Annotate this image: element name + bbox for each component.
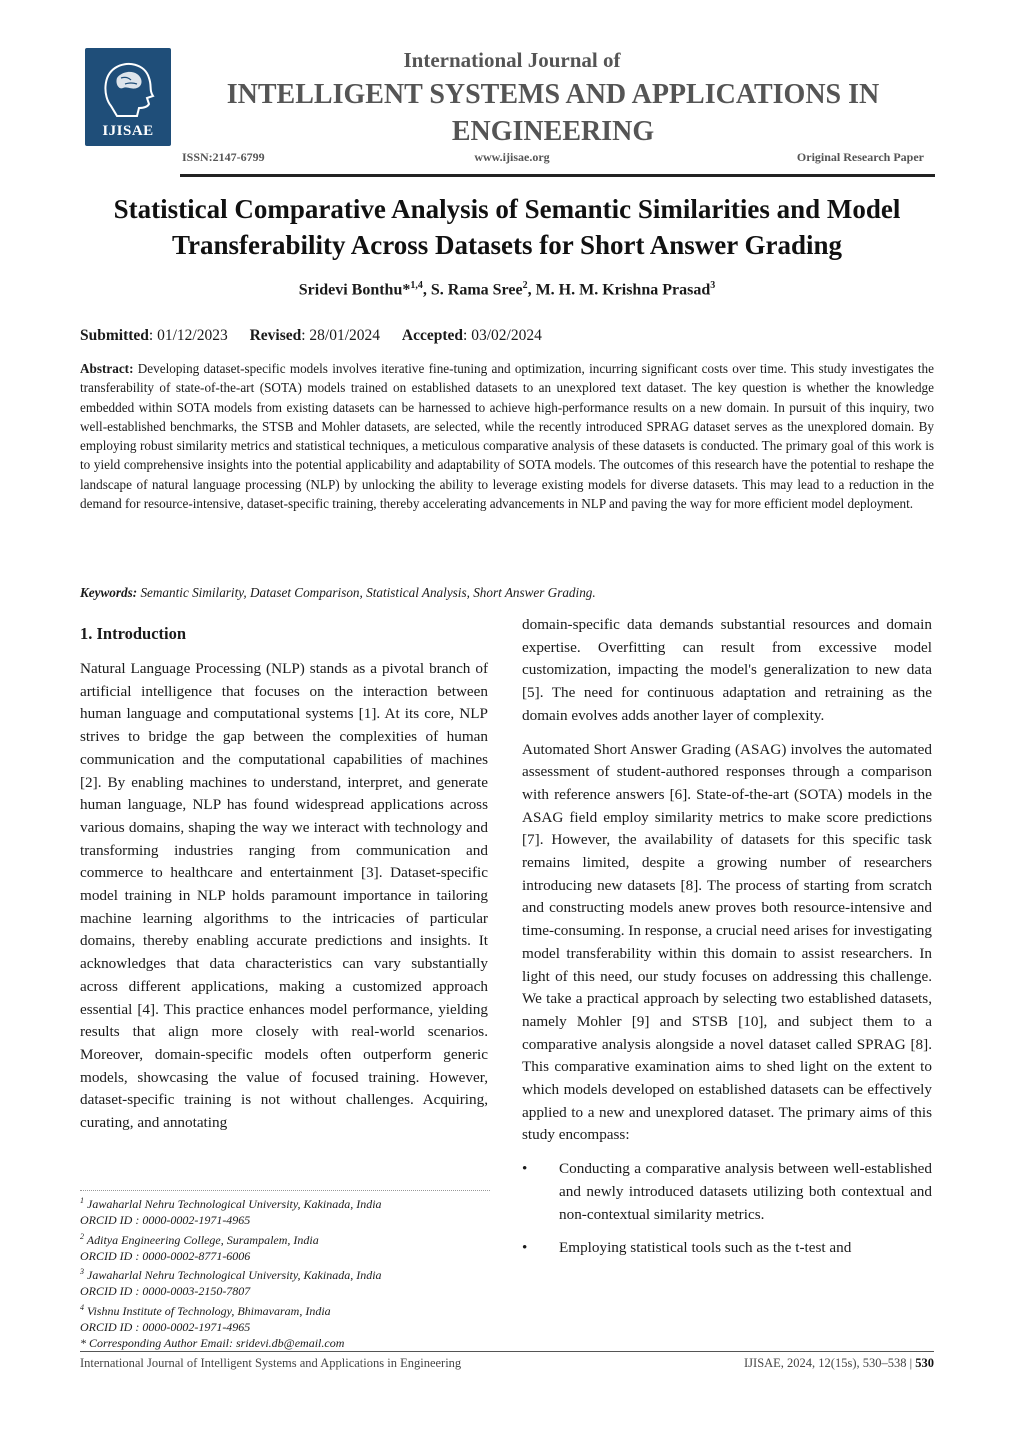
author-2: , S. Rama Sree — [422, 281, 523, 299]
intro-paragraph-2: Automated Short Answer Grading (ASAG) involves the automated assessment of student-authored responses through a comparison with reference answers [6]. State-of-the-art (SOTA) models in the ASAG field employ similarity metrics to make score predictions [7]. However, the availability of datasets for this specific task remains limited, despite a growing number of researchers introducing new datasets [8]. The process of starting from scratch and constructing models anew proves both resource-intensive and time-consuming. In response, a crucial need arises for investigating model transferability within this domain to assist researchers. In light of this need, our study focuses on addressing this challenge. We take a practical approach by selecting two established datasets, namely Mohler [9] and STSB [10], and subject them to a comparative analysis alongside a novel dataset called SPRAG [8]. This comparative examination aims to shed light on the extent to which models developed on established datasets can be effectively applied to a new and unexplored dataset. The primary aims of this study encompass: — [522, 740, 932, 1144]
author-list: Sridevi Bonthu*$^{1,4}$, S. Rama Sree$^2$, M. H. M. Krishna Prasad$^3$ — [298, 280, 716, 299]
page-number: 530 — [915, 1356, 934, 1370]
author-1: Sridevi Bonthu* — [298, 281, 411, 299]
abstract-label: Abstract: — [80, 361, 134, 376]
list-item: • Employing statistical tools such as the t-test and — [522, 1237, 932, 1260]
header-divider — [180, 174, 935, 177]
footnote: $^4$ Vishnu Institute of Technology, Bhimavaram, India — [80, 1302, 331, 1318]
abstract — [80, 359, 934, 513]
abstract-text: Developing dataset-specific models involves iterative fine-tuning and optimization, incurring significant costs over time. This study investigates the transferability of state-of-the-art (SOTA) models trained on established datasets to an unexplored text dataset. The key question is whether the knowledge embedded within SOTA models from existing datasets can be harnessed to achieve high-performance results on a new domain. In pursuit of this inquiry, two well-established benchmarks, the STSB and Mohler datasets, are selected, while the recently introduced SPRAG dataset serves as the unexplored domain. By employing robust similarity metrics and statistical techniques, a meticulous comparative analysis of these datasets is conducted. The primary goal of this work is to yield comprehensive insights into the potential applicability and adaptability of SOTA models. The outcomes of this research have the potential to reshape the landscape of natural language processing (NLP) by unlocking the ability to leverage existing models for diverse datasets. This may lead to a reduction in the demand for resource-intensive, dataset-specific training, thereby accelerating advancements in NLP and paving the way for more efficient model deployment. — [80, 361, 934, 512]
footnote: $^2$ Aditya Engineering College, Surampalem, India — [80, 1231, 319, 1247]
submission-dates: Submitted: 01/12/2023 Revised: 28/01/2024 Accepted: 03/02/2024 — [80, 327, 542, 344]
intro-paragraph-1: Natural Language Processing (NLP) stands as a pivotal branch of artificial intelligence that focuses on the interaction between human language and computational systems [1]. At its core, NLP strives to bridge the gap between the complexities of human communication and the computational capabilities of machines [2]. By enabling machines to understand, interpret, and generate human language, NLP has found widespread applications across various domains, shaping the way we interact with technology and transforming industries ranging from communication and commerce to healthcare and entertainment [3]. Dataset-specific model training in NLP holds paramount importance in tailoring machine learning algorithms to the intricacies of particular domains, thereby enabling accurate predictions and insights. It acknowledges that data characteristics can vary substantially across different applications, making a customized approach essential [4]. This practice enhances model performance, yielding results that align more closely with real-world scenarios. Moreover, domain-specific models often outperform generic models, showcasing the value of focused training. However, dataset-specific training is not without challenges. Acquiring, curating, and annotating — [80, 660, 488, 1132]
paper-title: Statistical Comparative Analysis of Semantic Similarities and Model Transferability Across Datasets for Short Answer Grading — [113, 194, 901, 260]
section-heading-introduction: 1. Introduction — [80, 624, 187, 643]
paper-type: Original Research Paper — [796, 150, 924, 164]
footnotes — [80, 1193, 500, 1352]
journal-website[interactable]: www.ijisae.org — [474, 150, 550, 164]
footnote: ORCID ID : 0000-0003-2150-7807 — [80, 1284, 251, 1299]
logo-text: IJISAE — [102, 123, 154, 139]
footnote: ORCID ID : 0000-0002-1971-4965 — [80, 1320, 251, 1335]
footer-journal: International Journal of Intelligent Systems and Applications in Engineering — [80, 1356, 462, 1370]
journal-name-small: International Journal of — [403, 48, 621, 72]
footer-citation: IJISAE, 2024, 12(15s), 530–538 | 530 — [744, 1356, 934, 1370]
author-3: , M. H. M. Krishna Prasad — [527, 281, 711, 299]
journal-name-big: INTELLIGENT SYSTEMS AND APPLICATIONS IN ENGINEERING — [226, 79, 880, 147]
right-column — [522, 614, 932, 1271]
aims-list — [522, 1158, 932, 1260]
footnote: ORCID ID : 0000-0002-8771-6006 — [80, 1248, 251, 1263]
issn: ISSN:2147-6799 — [182, 150, 265, 164]
footnote-divider — [80, 1190, 490, 1191]
keywords-label: Keywords: — [80, 585, 138, 600]
intro-paragraph-1-continued: domain-specific data demands substantial resources and domain expertise. Overfitting can result from excessive model customization, impacting the model's generalization to new data [5]. The need for continuous adaptation and retraining as the domain evolves adds another layer of complexity. — [522, 616, 932, 724]
list-item: • Conducting a comparative analysis between well-established and newly introduced datasets utilizing both contextual and non-contextual similarity metrics. — [522, 1158, 932, 1226]
footnote: $^1$ Jawaharlal Nehru Technological University, Kakinada, India — [80, 1196, 382, 1211]
corresponding-author-email[interactable]: * Corresponding Author Email: sridevi.db@email.com — [80, 1336, 345, 1351]
keywords-text: Semantic Similarity, Dataset Comparison, Statistical Analysis, Short Answer Grading. — [137, 585, 596, 600]
left-column — [80, 624, 488, 1146]
footnote: ORCID ID : 0000-0002-1971-4965 — [80, 1213, 251, 1228]
footer-divider — [80, 1351, 934, 1352]
footnote: $^3$ Jawaharlal Nehru Technological University, Kakinada, India — [80, 1267, 382, 1283]
keywords — [80, 585, 934, 601]
